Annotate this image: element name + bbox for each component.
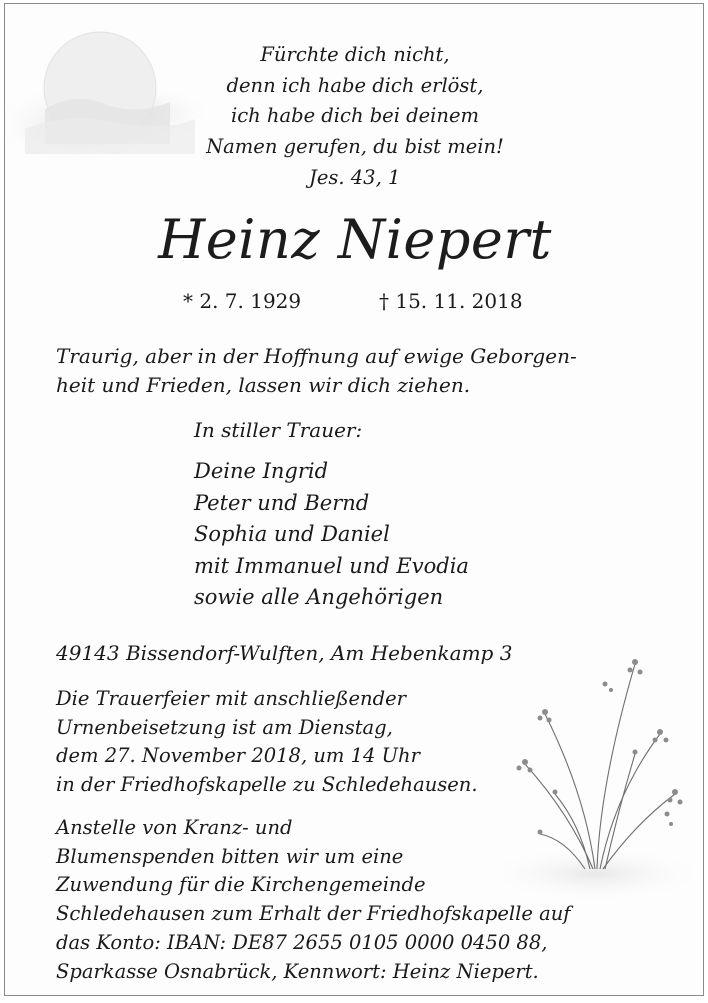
ceremony-line: Urnenbeisetzung ist am Dienstag, — [56, 715, 393, 739]
intro-line: heit und Frieden, lassen wir dich ziehen. — [56, 372, 471, 397]
verse-line: denn ich habe dich erlöst, — [226, 73, 484, 97]
ceremony-line: dem 27. November 2018, um 14 Uhr — [56, 744, 420, 768]
birth-date: * 2. 7. 1929 — [183, 289, 302, 313]
obituary-notice — [4, 3, 704, 996]
donation-line: das Konto: IBAN: DE87 2655 0105 0000 0450 88, — [56, 930, 548, 954]
donation-line: Blumenspenden bitten wir um eine — [56, 844, 404, 868]
mourner-name: sowie alle Angehörigen — [194, 585, 444, 609]
ceremony-info — [56, 685, 478, 800]
deceased-name: Heinz Niepert — [158, 208, 552, 271]
verse-reference: Jes. 43, 1 — [309, 166, 401, 189]
verse-line: ich habe dich bei deinem — [230, 104, 480, 127]
death-date: † 15. 11. 2018 — [379, 289, 523, 313]
mourner-name: Deine Ingrid — [194, 459, 329, 483]
mourning-label: In stiller Trauer: — [194, 418, 363, 442]
bible-verse — [105, 40, 605, 162]
donation-line: Anstelle von Kranz- und — [56, 816, 293, 839]
family-address: 49143 Bissendorf-Wulften, Am Hebenkamp 3 — [56, 641, 513, 665]
donation-line: Schledehausen zum Erhalt der Friedhofskapelle auf — [56, 902, 571, 926]
mourner-name: Sophia und Daniel — [194, 522, 390, 546]
ceremony-line: Die Trauerfeier mit anschließender — [56, 687, 406, 710]
donation-line: Zuwendung für die Kirchengemeinde — [56, 873, 426, 897]
mourner-list — [194, 456, 469, 614]
verse-line: Namen gerufen, du bist mein! — [206, 134, 504, 158]
donation-line: Sparkasse Osnabrück, Kennwort: Heinz Niepert. — [56, 959, 539, 983]
mourner-name: Peter und Bernd — [194, 490, 370, 515]
donation-info — [56, 814, 570, 986]
mourner-name: mit Immanuel und Evodia — [194, 553, 469, 578]
verse-line: Fürchte dich nicht, — [260, 43, 450, 66]
intro-line: Traurig, aber in der Hoffnung auf ewige Geborgen- — [56, 344, 577, 368]
ceremony-line: in der Friedhofskapelle zu Schledehausen. — [56, 773, 478, 797]
intro-text — [56, 342, 577, 399]
